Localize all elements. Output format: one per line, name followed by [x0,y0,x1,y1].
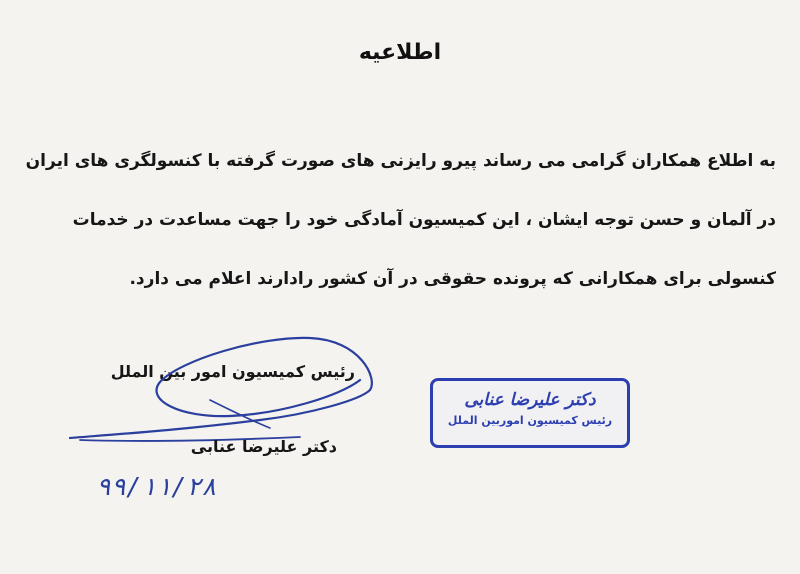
signatory-title: رئیس کمیسیون امور بین الملل [110,362,355,381]
notice-title: اطلاعیه [358,40,442,65]
notice-body [16,132,776,309]
body-line-2: در آلمان و حسن توجه ایشان ، این کمیسیون آمادگی خود را جهت مساعدت در خدمات [72,210,776,230]
body-line-3: کنسولی برای همکارانی که پرونده حقوقی در آن کشور رادارند اعلام می دارد. [129,269,776,289]
handwritten-date: ۹۹/۱۱/۲۸ [96,472,217,501]
body-line-1: به اطلاع همکاران گرامی می رساند پیرو رایزنی های صورت گرفته با کنسولگری های ایران [25,151,776,171]
stamp-name: دکتر علیرضا عنابی [464,390,596,410]
signatory-name: دکتر علیرضا عنابی [190,437,337,456]
official-stamp [430,378,630,448]
stamp-role: رئیس کمیسیون اموربین الملل [447,414,613,427]
